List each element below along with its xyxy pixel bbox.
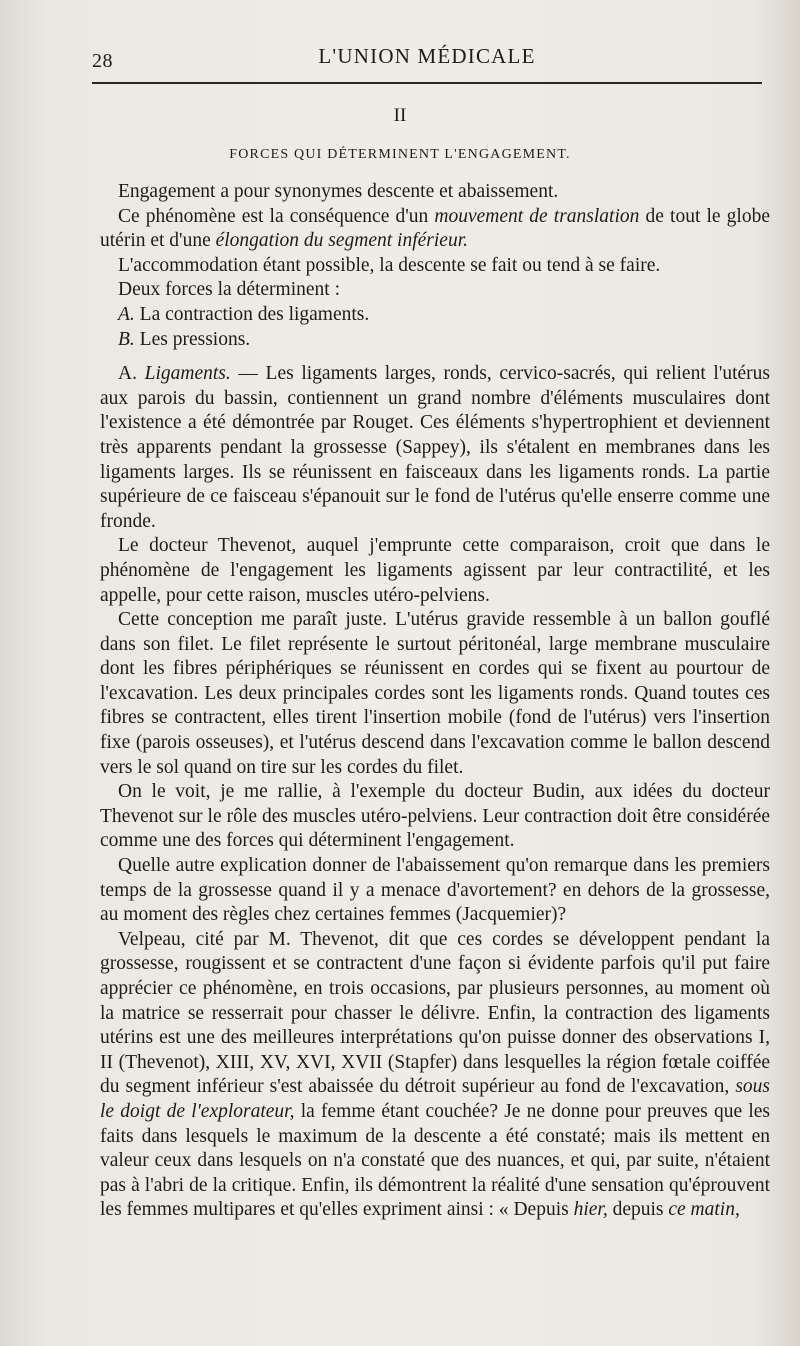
paragraph-7: Cette conception me paraît juste. L'utérus gravide ressemble à un ballon gouflé dans son filet. Le filet représente le surtout péritonéal, large membrane musculaire dont les fibres périphériques se réunissent en cordes qui se fixent au pourtour de l'excavation. Les deux principales cordes sont les ligaments ronds. Quand toutes ces fibres se contractent, elles tirent l'insertion mobile (fond de l'utérus) vers l'insertion fixe (parois osseuses), et l'utérus descend dans l'excavation comme le ballon descend vers le sol quand on tire sur les cordes du filet. [100,609,770,778]
section-title: FORCES QUI DÉTERMINENT L'ENGAGEMENT. [229,147,571,162]
paragraph-10-emphasis-1: sous le doigt de l'explorateur, [100,1076,770,1122]
paragraph-4: Deux forces la déterminent : [118,279,340,301]
paragraph-2 [100,205,770,254]
paragraph-5-emphasis: Ligaments. [144,363,231,385]
body-text [100,180,770,1223]
paragraph-10-emphasis-3: ce matin, [668,1199,740,1221]
paragraph-6: Le docteur Thevenot, auquel j'emprunte cette comparaison, croit que dans le phénomène de l'engagement les ligaments agissent par leur contractilité, et les appelle, pour cette raison, muscles utéro-pelviens. [100,535,770,606]
page-number: 28 [92,50,113,72]
list-item-b [100,328,770,353]
paragraph-10-text-c: depuis [607,1199,669,1221]
list-item-b-text: Les pressions. [134,328,251,350]
paragraph-8: On le voit, je me rallie, à l'exemple du docteur Budin, aux idées du docteur Thevenot sur le rôle des muscles utéro-pelviens. Leur contraction doit être considérée comme une des forces qui déterminent l'engagement. [100,781,770,852]
running-head: L'UNION MÉDICALE [318,44,536,68]
paragraph-1: Engagement a pour synonymes descente et abaissement. [118,181,559,202]
list-item-a [100,303,770,328]
paragraph-5-lead: A. [118,363,145,385]
paragraph-9: Quelle autre explication donner de l'abaissement qu'on remarque dans les premiers temps de la grossesse quand il y a menace d'avortement? en dehors de la grossesse, au moment des règles chez certaines femmes (Jacquemier)? [100,855,770,926]
paragraph-10-emphasis-2: hier, [573,1199,608,1221]
list-item-a-text: La contraction des ligaments. [134,303,370,325]
paragraph-2-emphasis-1: mouvement de translation [434,205,640,227]
header-rule [92,82,762,84]
page-header [92,42,762,82]
list-item-b-letter: B. [118,328,135,350]
paragraph-2-emphasis-2: élongation du segment inférieur. [215,230,468,252]
paragraph-5-text: — Les ligaments larges, ronds, cervico-sacrés, qui relient l'utérus aux parois du bassin, contiennent un grand nombre d'éléments musculaires dont l'existence a été démontrée par Rouget. Ces éléments s'hypertrophient et deviennent très apparents pendant la grossesse (Sappey), ils s'étalent en membranes dans les ligaments larges. Ils se réunissent en faisceaux dans les ligaments ronds. La partie supérieure de ce faisceau s'épanouit sur le fond de l'utérus qu'elle enserre comme une fronde. [100,363,770,532]
paragraph-10-text-a: Velpeau, cité par M. Thevenot, dit que ces cordes se développent pendant la grossesse, rougissent et se contractent d'une façon si évidente parfois qu'il put faire apprécier ce phénomène, en trois occasions, par plusieurs personnes, au moment où la matrice se resserrait pour chasser le délivre. Enfin, la contraction des ligaments utérins est une des meilleures interprétations qu'on puisse donner des observations I, II (Thevenot), XIII, XV, XVI, XVII (Stapfer) dans lesquelles la région fœtale coiffée du segment inférieur s'est abaissée du détroit supérieur au fond de l'excavation, [100,928,770,1098]
paragraph-2-text-b: de tout le globe utérin et d'une [100,205,771,252]
paragraph-10-text-b: la femme étant couchée? Je ne donne pour preuves que les faits dans lesquels le maximum de la descente a été constaté; mais ils mettent en valeur ceux dans lesquels on n'a constaté que des nuances, et qui, par suite, n'étaient pas à l'abri de la critique. Enfin, ils démontrent la réalité d'une sensation qu'éprouvent les femmes multipares et qu'elles expriment ainsi : « Depuis [100,1100,771,1221]
paragraph-10 [100,928,770,1223]
paragraph-5 [100,362,770,534]
paragraph-gap [100,352,770,362]
list-item-a-letter: A. [118,303,135,325]
paragraph-2-text-a: Ce phénomène est la conséquence d'un [118,205,435,227]
section-number: II [393,105,407,126]
paragraph-3: L'accommodation étant possible, la descente se fait ou tend à se faire. [118,254,661,276]
